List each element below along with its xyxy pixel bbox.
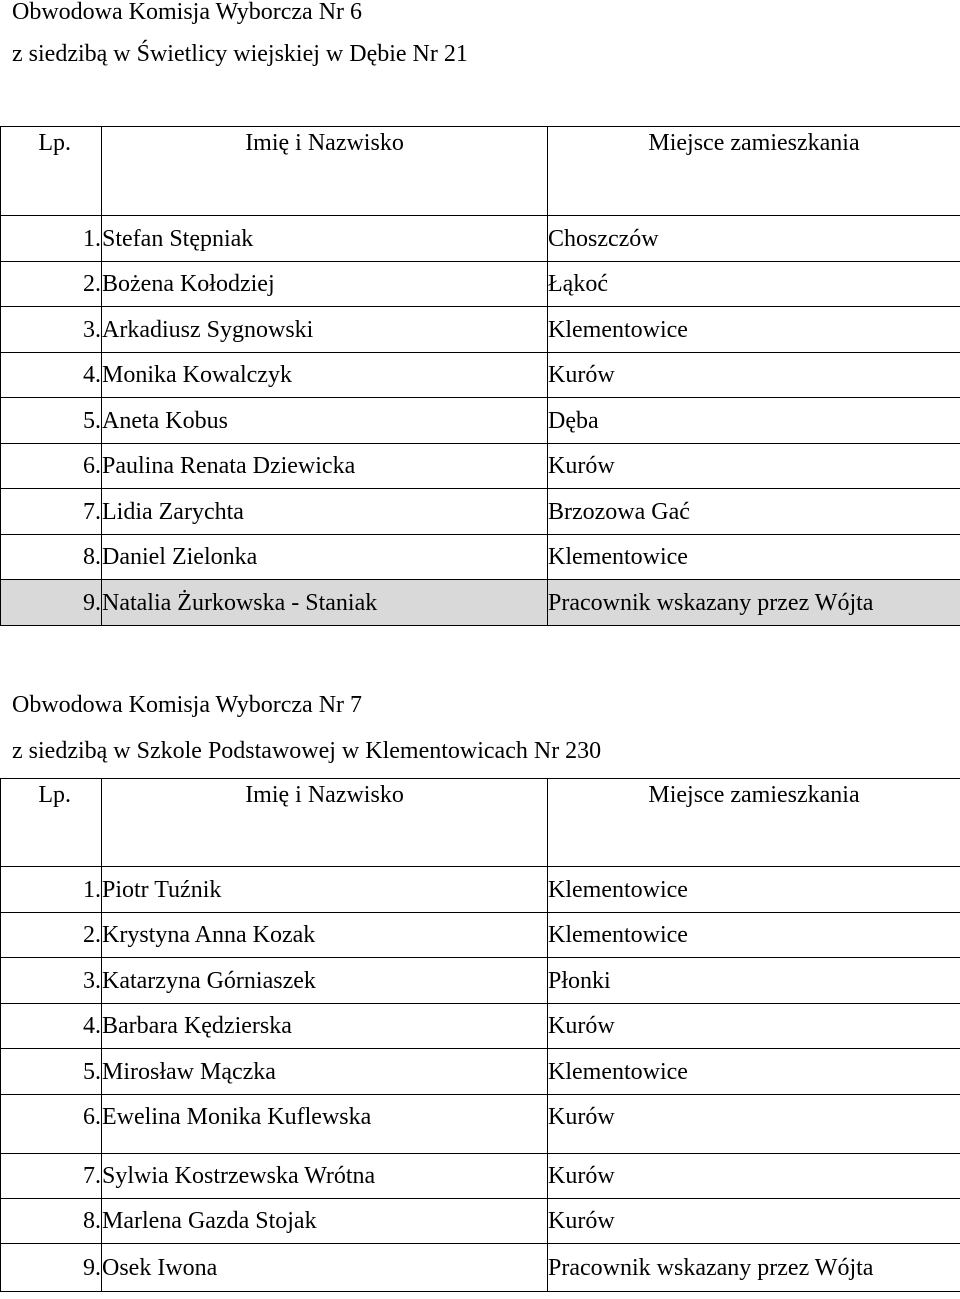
row-name: Stefan Stępniak — [102, 216, 548, 262]
table-row — [1, 913, 960, 958]
table-row — [1, 1049, 960, 1095]
komisja-7-table — [0, 778, 960, 1292]
row-place: Pracownik wskazany przez Wójta — [548, 1244, 960, 1292]
row-lp: 5. — [1, 1049, 102, 1095]
komisja-7-siedziba: z siedzibą w Szkole Podstawowej w Klementowicach Nr 230 — [12, 738, 602, 764]
row-place: Klementowice — [548, 867, 960, 913]
row-name: Mirosław Mączka — [102, 1049, 548, 1095]
row-place: Klementowice — [548, 535, 960, 580]
table-row — [1, 216, 960, 262]
table-row — [1, 867, 960, 913]
table-row — [1, 444, 960, 489]
table-row — [1, 535, 960, 580]
row-place: Dęba — [548, 398, 960, 444]
row-name: Monika Kowalczyk — [102, 353, 548, 398]
row-name: Barbara Kędzierska — [102, 1004, 548, 1049]
row-lp: 2. — [1, 262, 102, 307]
header-lp: Lp. — [1, 779, 102, 867]
table-row — [1, 1004, 960, 1049]
header-name: Imię i Nazwisko — [102, 127, 548, 216]
row-name: Daniel Zielonka — [102, 535, 548, 580]
row-lp: 3. — [1, 307, 102, 353]
row-name: Krystyna Anna Kozak — [102, 913, 548, 958]
table-row — [1, 398, 960, 444]
row-place: Kurów — [548, 1004, 960, 1049]
row-lp: 1. — [1, 216, 102, 262]
row-name: Piotr Tuźnik — [102, 867, 548, 913]
row-place: Klementowice — [548, 1049, 960, 1095]
row-name: Katarzyna Górniaszek — [102, 958, 548, 1004]
row-name: Sylwia Kostrzewska Wrótna — [102, 1154, 548, 1199]
row-place: Kurów — [548, 1154, 960, 1199]
row-place: Kurów — [548, 1095, 960, 1154]
row-name: Arkadiusz Sygnowski — [102, 307, 548, 353]
header-lp: Lp. — [1, 127, 102, 216]
row-name: Paulina Renata Dziewicka — [102, 444, 548, 489]
row-name: Marlena Gazda Stojak — [102, 1199, 548, 1244]
header-name: Imię i Nazwisko — [102, 779, 548, 867]
table-row — [1, 307, 960, 353]
row-lp: 8. — [1, 535, 102, 580]
table-header-row — [1, 779, 960, 867]
row-lp: 7. — [1, 489, 102, 535]
row-lp: 6. — [1, 444, 102, 489]
row-place: Choszczów — [548, 216, 960, 262]
row-place: Klementowice — [548, 913, 960, 958]
komisja-7-title: Obwodowa Komisja Wyborcza Nr 7 — [12, 692, 363, 718]
komisja-6-siedziba: z siedzibą w Świetlicy wiejskiej w Dębie Nr 21 — [12, 41, 468, 67]
table-row — [1, 262, 960, 307]
table-row — [1, 1095, 960, 1154]
table-row — [1, 489, 960, 535]
komisja-6-title: Obwodowa Komisja Wyborcza Nr 6 — [12, 0, 363, 25]
row-name: Bożena Kołodziej — [102, 262, 548, 307]
table-row — [1, 353, 960, 398]
row-lp: 7. — [1, 1154, 102, 1199]
table-row — [1, 1154, 960, 1199]
row-place: Kurów — [548, 1199, 960, 1244]
row-name: Aneta Kobus — [102, 398, 548, 444]
row-lp: 4. — [1, 1004, 102, 1049]
row-place: Klementowice — [548, 307, 960, 353]
row-name: Lidia Zarychta — [102, 489, 548, 535]
row-place: Pracownik wskazany przez Wójta — [548, 580, 960, 626]
row-place: Płonki — [548, 958, 960, 1004]
table-row — [1, 958, 960, 1004]
row-name: Natalia Żurkowska - Staniak — [102, 580, 548, 626]
row-name: Osek Iwona — [102, 1244, 548, 1292]
table-row-highlighted — [1, 580, 960, 626]
komisja-6-table — [0, 126, 960, 626]
row-place: Brzozowa Gać — [548, 489, 960, 535]
row-lp: 3. — [1, 958, 102, 1004]
row-name: Ewelina Monika Kuflewska — [102, 1095, 548, 1154]
row-lp: 2. — [1, 913, 102, 958]
row-lp: 9. — [1, 1244, 102, 1292]
row-lp: 6. — [1, 1095, 102, 1154]
row-lp: 5. — [1, 398, 102, 444]
row-lp: 1. — [1, 867, 102, 913]
table-row — [1, 1199, 960, 1244]
table-row — [1, 1244, 960, 1292]
table-header-row — [1, 127, 960, 216]
row-place: Łąkoć — [548, 262, 960, 307]
row-place: Kurów — [548, 444, 960, 489]
header-place: Miejsce zamieszkania — [548, 779, 960, 867]
row-lp: 8. — [1, 1199, 102, 1244]
row-lp: 4. — [1, 353, 102, 398]
row-place: Kurów — [548, 353, 960, 398]
header-place: Miejsce zamieszkania — [548, 127, 960, 216]
row-lp: 9. — [1, 580, 102, 626]
